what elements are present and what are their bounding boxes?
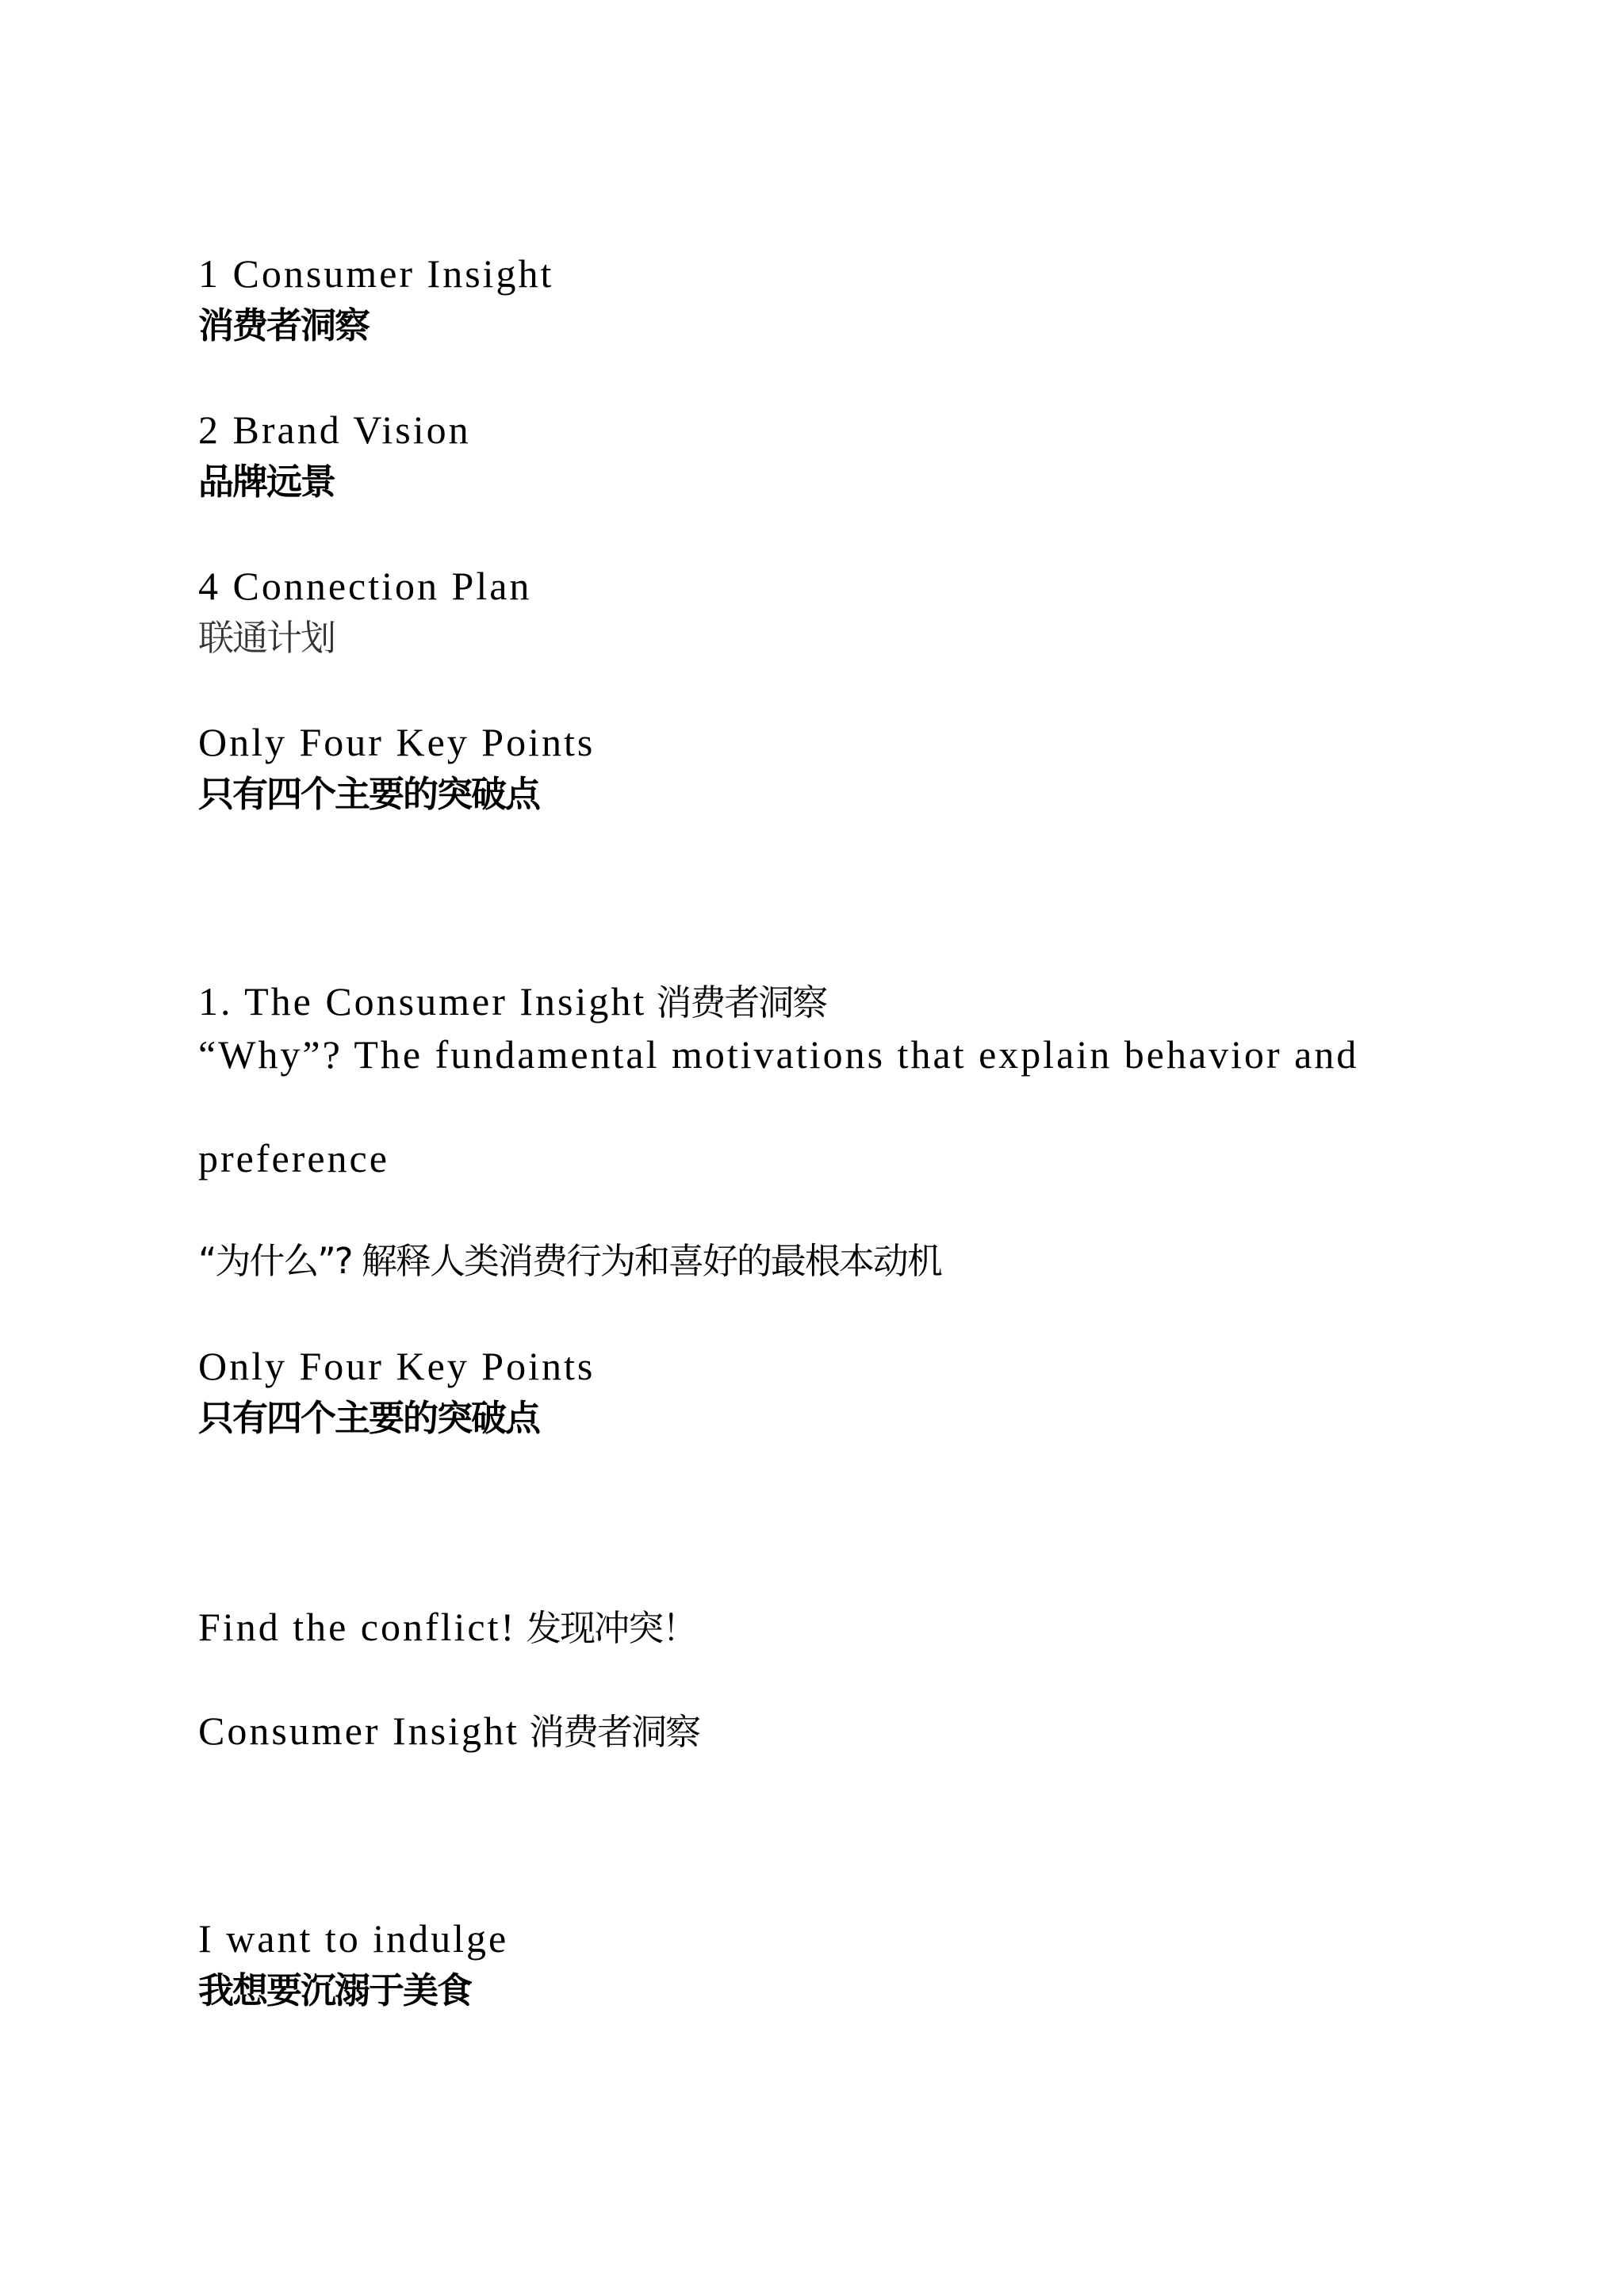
indulge-en: I want to indulge xyxy=(198,1916,509,1961)
consumer-insight-title-en: 1. The Consumer Insight xyxy=(198,979,647,1024)
key-points-cn: 只有四个主要的突破点 xyxy=(198,773,540,815)
find-conflict-en: Find the conflict! xyxy=(198,1605,517,1649)
why-en-line-2: preference xyxy=(198,1136,389,1181)
key-points-en-2: Only Four Key Points xyxy=(198,1344,596,1388)
find-conflict xyxy=(198,1607,696,1647)
consumer-insight-heading-en: Consumer Insight xyxy=(198,1709,519,1753)
consumer-insight-heading xyxy=(198,1711,699,1751)
key-points-cn-2: 只有四个主要的突破点 xyxy=(198,1397,540,1439)
item-4-cn: 联通计划 xyxy=(198,617,335,659)
consumer-insight-title xyxy=(198,979,827,1024)
item-2-cn: 品牌远景 xyxy=(198,461,335,503)
indulge-cn: 我想要沉溺于美食 xyxy=(198,1969,472,2011)
item-2-en: 2 Brand Vision xyxy=(198,408,471,452)
item-1-cn: 消费者洞察 xyxy=(198,304,370,346)
consumer-insight-title-cn: 消费者洞察 xyxy=(656,982,827,1024)
consumer-insight-heading-cn: 消费者洞察 xyxy=(528,1711,699,1753)
why-en-line-1: “Why”? The fundamental motivations that explain behavior and xyxy=(198,1032,1359,1077)
item-4-en: 4 Connection Plan xyxy=(198,564,532,608)
key-points-en: Only Four Key Points xyxy=(198,720,596,764)
item-1-en: 1 Consumer Insight xyxy=(198,251,554,296)
find-conflict-cn: 发现冲突！ xyxy=(526,1607,697,1649)
why-cn: “为什么”? 解释人类消费行为和喜好的最根本动机 xyxy=(198,1240,941,1282)
